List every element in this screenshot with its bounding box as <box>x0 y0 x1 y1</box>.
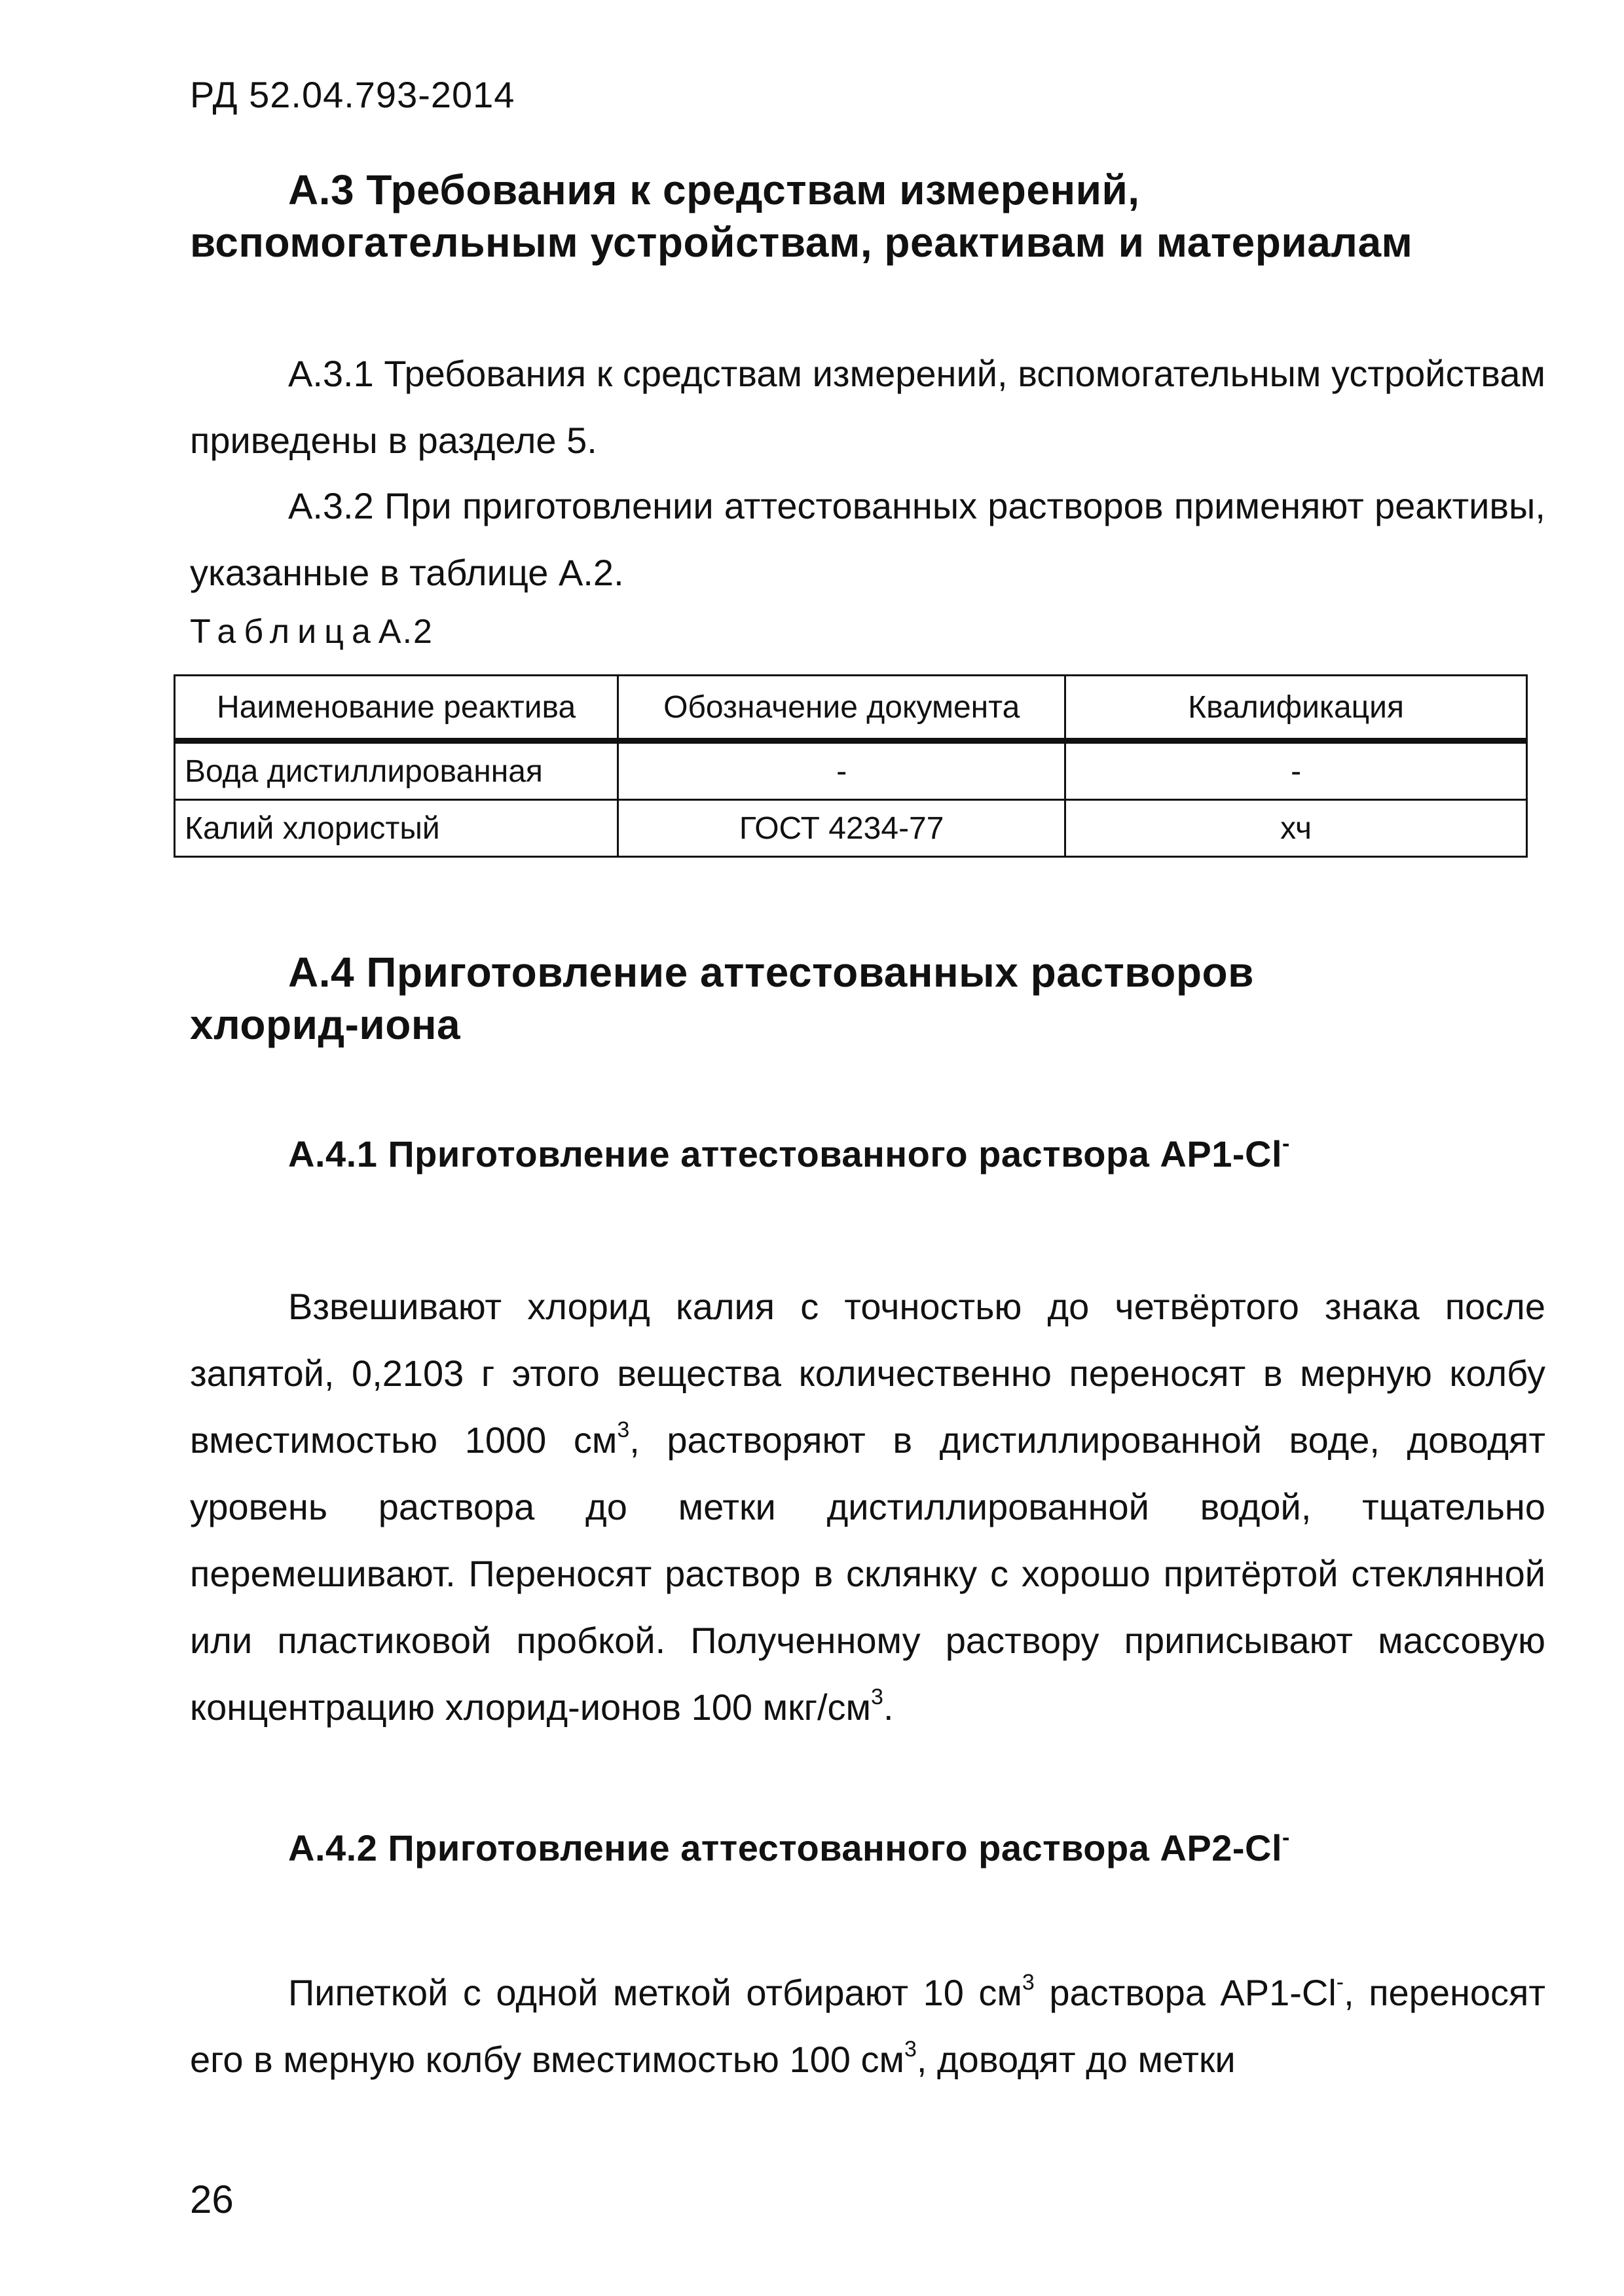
paragraph-a42 <box>190 1959 1545 2093</box>
document-code: РД 52.04.793-2014 <box>190 74 515 115</box>
paragraph-a42-sup2: - <box>1336 1970 1344 1995</box>
table-cell: - <box>1065 741 1527 800</box>
paragraph-a42-part3: , переносят его в мерную колбу вместимостью 100 см <box>190 1972 1546 2080</box>
paragraph-a42-sup1: 3 <box>1022 1970 1035 1995</box>
paragraph-a41-part1: Взвешивают хлорид калия с точностью до четвёртого знака после запятой, 0,2103 г этого вещества количественно переносят в мерную колбу вместимостью 1000 см <box>190 1286 1545 1461</box>
table-header-cell: Обозначение документа <box>618 676 1065 741</box>
table-header-row <box>175 676 1527 741</box>
table-row <box>175 800 1527 857</box>
section-a42-title <box>288 1827 1290 1869</box>
paragraph-a42-part1: Пипеткой с одной меткой отбирают 10 см <box>288 1972 1022 2013</box>
section-a41-title-text: А.4.1 Приготовление аттестованного раствора АР1-Cl <box>288 1133 1282 1175</box>
paragraph-a41-sup1: 3 <box>617 1417 630 1442</box>
paragraph-a31: А.3.1 Требования к средствам измерений, вспомогательным устройствам приведены в разделе 5. <box>190 353 1545 461</box>
paragraph-a41 <box>190 1273 1545 1741</box>
paragraph-a42-sup3: 3 <box>904 2037 917 2062</box>
section-a3-title <box>190 164 1545 268</box>
page-number: 26 <box>190 2178 234 2221</box>
paragraph-a42-part4: , доводят до метки <box>916 2039 1236 2080</box>
section-a41-title-sup: - <box>1282 1131 1290 1156</box>
table-cell: - <box>618 741 1065 800</box>
reagents-table <box>174 674 1528 858</box>
table-header-cell: Наименование реактива <box>175 676 618 741</box>
paragraph-a41-part3: . <box>883 1686 894 1728</box>
paragraph-a42-part2: раствора АР1-Cl <box>1034 1972 1337 2013</box>
paragraph-a41-part2: , растворяют в дистиллированной воде, доводят уровень раствора до метки дистиллированной водой, тщательно перемешивают. Переносят раствор в склянку с хорошо притёртой стеклянной или пластиковой пробкой. Полученному раствору приписывают массовую концентрацию хлорид-ионов 100 мкг/см <box>190 1419 1545 1728</box>
table-cell: хч <box>1065 800 1527 857</box>
table-cell: Вода дистиллированная <box>175 741 618 800</box>
section-a42-title-sup: - <box>1282 1825 1290 1850</box>
table-caption-number: А.2 <box>378 613 434 651</box>
section-a4-title-line2: хлорид-иона <box>190 1001 461 1048</box>
table-cell: Калий хлористый <box>175 800 618 857</box>
section-a41-title <box>288 1133 1290 1175</box>
paragraph-a41-sup2: 3 <box>871 1685 883 1709</box>
table-row <box>175 741 1527 800</box>
paragraph-a32: А.3.2 При приготовлении аттестованных растворов применяют реактивы, указанные в таблице А.2. <box>190 485 1545 593</box>
section-a3-title-line2: вспомогательным устройствам, реактивам и материалам <box>190 219 1413 266</box>
table-caption <box>190 612 434 651</box>
table-cell: ГОСТ 4234-77 <box>618 800 1065 857</box>
section-a42-title-text: А.4.2 Приготовление аттестованного раствора АР2-Cl <box>288 1827 1282 1868</box>
table-header-cell: Квалификация <box>1065 676 1527 741</box>
section-a4-title <box>190 946 1545 1051</box>
section-a4-title-line1: А.4 Приготовление аттестованных растворов <box>288 949 1254 996</box>
table-caption-word: Таблица <box>190 613 378 651</box>
section-a3-title-line1: А.3 Требования к средствам измерений, <box>288 166 1140 213</box>
